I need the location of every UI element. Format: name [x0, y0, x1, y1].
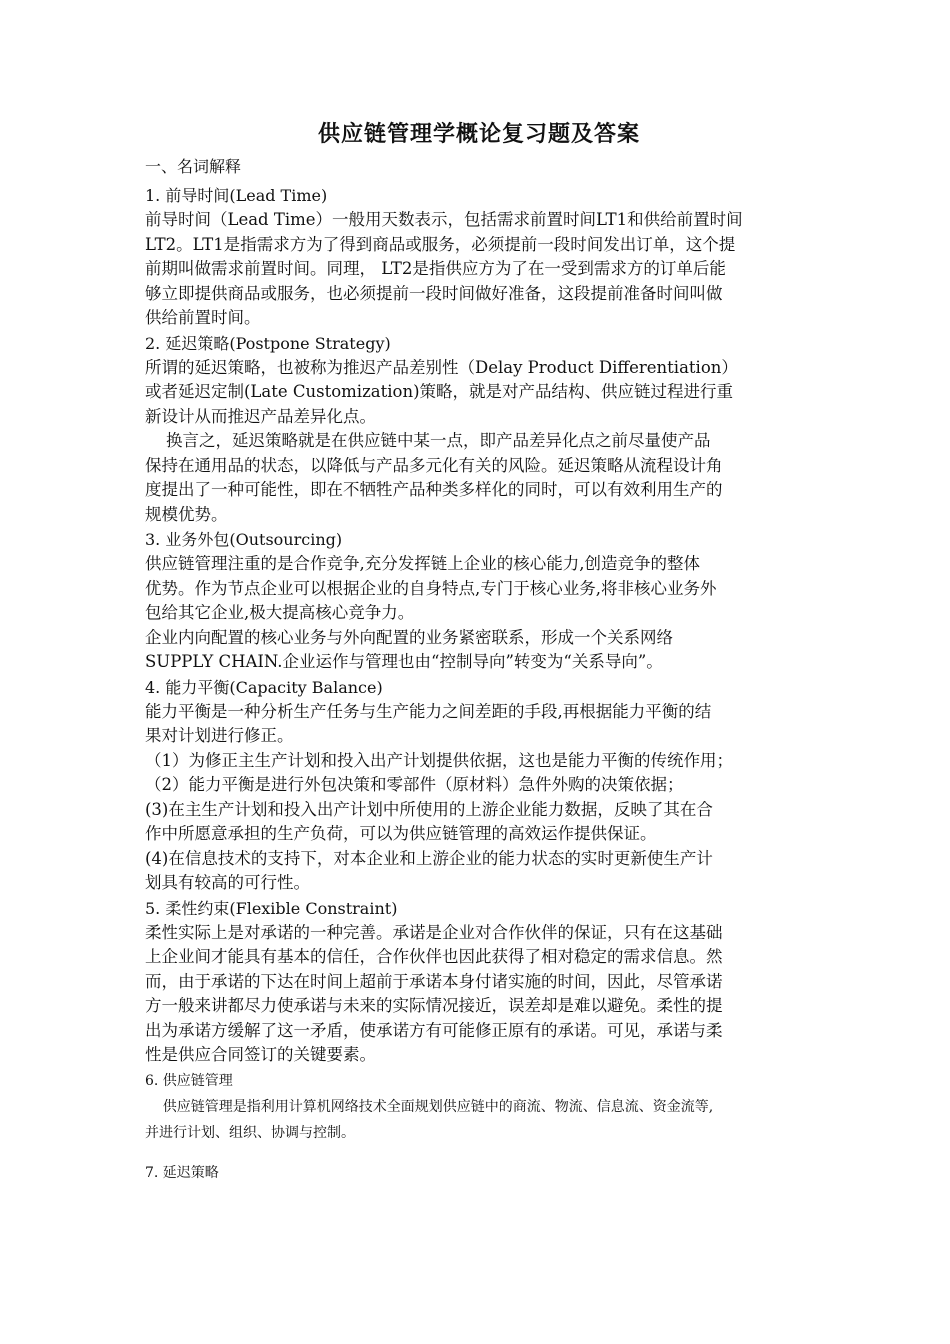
paragraph-line: 保持在通用品的状态，以降低与产品多元化有关的风险。延迟策略从流程设计角: [145, 455, 723, 475]
paragraph-line: 并进行计划、组织、协调与控制。: [145, 1124, 355, 1141]
paragraph-line: 优势。作为节点企业可以根据企业的自身特点,专门于核心业务,将非核心业务外: [145, 578, 717, 598]
paragraph-line: 作中所愿意承担的生产负荷，可以为供应链管理的高效运作提供保证。: [145, 824, 657, 843]
paragraph-line: 所谓的延迟策略，也被称为推迟产品差别性（Delay Product Differentiation）: [145, 357, 738, 377]
paragraph-line: 果对计划进行修正。: [145, 726, 294, 745]
paragraph-line: 度提出了一种可能性，即在不牺牲产品种类多样化的同时，可以有效利用生产的: [145, 480, 723, 499]
paragraph-line: SUPPLY CHAIN.企业运作与管理也由“控制导向”转变为“关系导向”。: [145, 652, 663, 671]
paragraph-line: 够立即提供商品或服务，也必须提前一段时间做好准备，这段提前准备时间叫做: [145, 283, 723, 303]
term-heading: 2. 延迟策略(Postpone Strategy): [145, 333, 391, 353]
term-flexible-constraint: [145, 896, 813, 1068]
term-postpone-strategy: [145, 331, 813, 528]
paragraph-line: 出为承诺方缓解了这一矛盾，使承诺方有可能修正原有的承诺。可见，承诺与柔: [145, 1020, 723, 1040]
paragraph-line: 上企业间才能具有基本的信任，合作伙伴也因此获得了相对稳定的需求信息。然: [145, 947, 723, 966]
document-title: 供应链管理学概论复习题及答案: [317, 122, 640, 147]
section-heading: 一、名词解释: [145, 157, 242, 176]
term-capacity-balance: [145, 675, 813, 896]
paragraph-line: 方一般来讲都尽力使承诺与未来的实际情况接近，误差却是难以避免。柔性的提: [145, 996, 723, 1015]
term-heading: 4. 能力平衡(Capacity Balance): [145, 677, 383, 697]
term-heading: 6. 供应链管理: [145, 1072, 233, 1089]
paragraph-line: 供应链管理注重的是合作竞争,充分发挥链上企业的核心能力,创造竞争的整体: [145, 554, 700, 573]
paragraph-line: (3)在主生产计划和投入出产计划中所使用的上游企业能力数据，反映了其在合: [145, 799, 713, 819]
paragraph-line: LT2。LT1是指需求方为了得到商品或服务，必须提前一段时间发出订单，这个提: [145, 234, 736, 254]
paragraph-line: （2）能力平衡是进行外包决策和零部件（原材料）急件外购的决策依据；: [145, 775, 684, 794]
paragraph-line: 换言之，延迟策略就是在供应链中某一点，即产品差异化点之前尽量使产品: [145, 431, 711, 450]
term-outsourcing: [145, 527, 813, 675]
paragraph-line: 性是供应合同签订的关键要素。: [145, 1045, 376, 1064]
paragraph-line: （1）为修正主生产计划和投入出产计划提供依据，这也是能力平衡的传统作用；: [145, 750, 733, 770]
document-page: [145, 118, 813, 1186]
term-supply-chain-management: [145, 1068, 813, 1146]
paragraph-line: 能力平衡是一种分析生产任务与生产能力之间差距的手段,再根据能力平衡的结: [145, 701, 712, 721]
term-heading: 5. 柔性约束(Flexible Constraint): [145, 898, 398, 918]
paragraph-line: 而，由于承诺的下达在时间上超前于承诺本身付诸实施的时间，因此，尽管承诺: [145, 971, 723, 991]
term-delay-strategy: [145, 1160, 813, 1186]
term-lead-time: [145, 183, 813, 331]
paragraph-line: 供应链管理是指利用计算机网络技术全面规划供应链中的商流、物流、信息流、资金流等,: [145, 1098, 714, 1115]
paragraph-line: 划具有较高的可行性。: [145, 873, 310, 892]
paragraph-line: 柔性实际上是对承诺的一种完善。承诺是企业对合作伙伴的保证，只有在这基础: [145, 922, 723, 942]
paragraph-line: 企业内向配置的核心业务与外向配置的业务紧密联系，形成一个关系网络: [145, 627, 673, 647]
paragraph-line: (4)在信息技术的支持下，对本企业和上游企业的能力状态的实时更新使生产计: [145, 848, 713, 868]
term-heading: 1. 前导时间(Lead Time): [145, 186, 328, 205]
paragraph-line: 或者延迟定制(Late Customization)策略，就是对产品结构、供应链过程进行重: [145, 382, 734, 401]
term-heading: 7. 延迟策略: [145, 1164, 219, 1181]
paragraph-line: 包给其它企业,极大提高核心竞争力。: [145, 603, 415, 622]
paragraph-line: 新设计从而推迟产品差异化点。: [145, 406, 376, 426]
paragraph-line: 供给前置时间。: [145, 308, 261, 327]
paragraph-line: 前期叫做需求前置时间。同理， LT2是指供应方为了在一受到需求方的订单后能: [145, 259, 726, 278]
paragraph-line: 规模优势。: [145, 504, 228, 524]
term-heading: 3. 业务外包(Outsourcing): [145, 530, 343, 549]
spacer: [145, 1146, 813, 1160]
paragraph-line: 前导时间（Lead Time）一般用天数表示，包括需求前置时间LT1和供给前置时间: [145, 210, 743, 229]
